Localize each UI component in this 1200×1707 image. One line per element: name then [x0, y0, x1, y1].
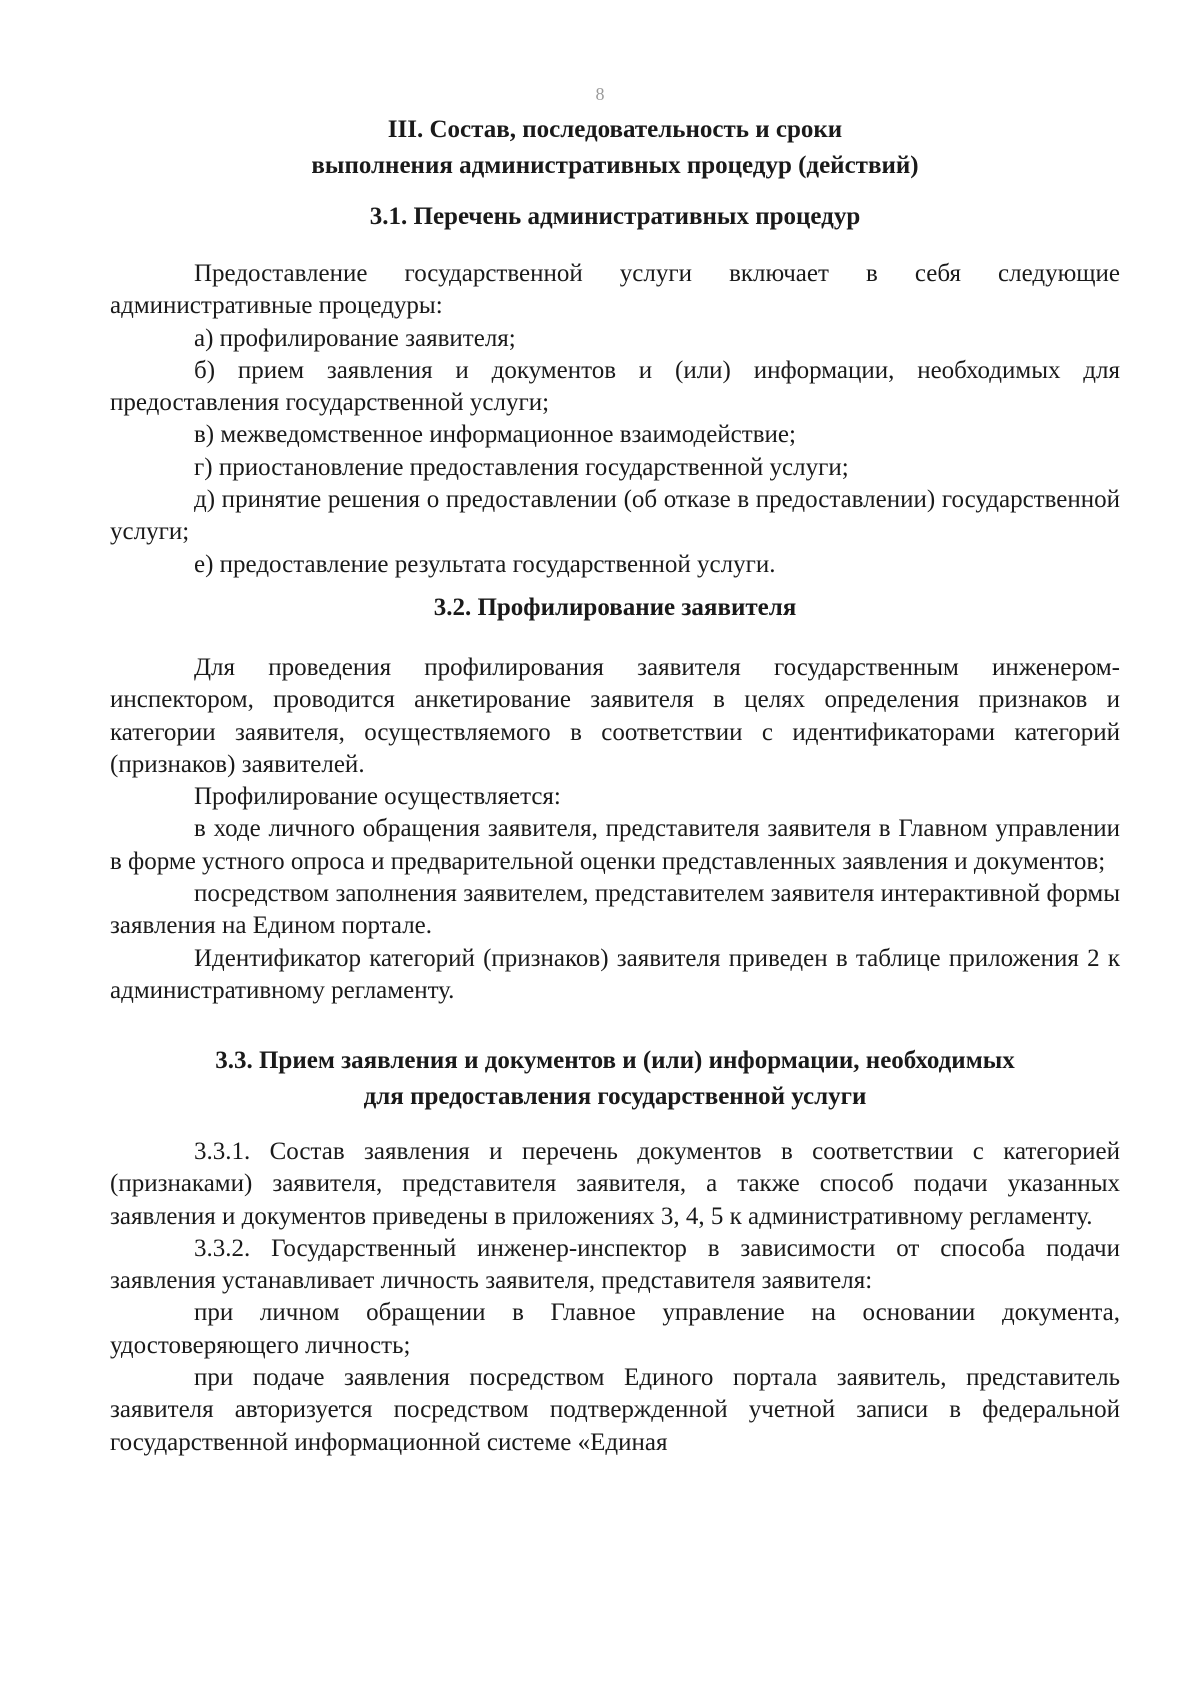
list-item-v: в) межведомственное информационное взаимодействие; [194, 421, 796, 449]
chapter-heading-line-2: выполнения административных процедур (действий) [311, 152, 919, 179]
list-item-d: д) принятие решения о предоставлении (об отказе в предоставлении) государственной услуги; [110, 486, 1120, 546]
section-3-2-paragraph: в ходе личного обращения заявителя, представителя заявителя в Главном управлении в форме устного опроса и предварительной оценки представленных заявления и документов; [110, 815, 1120, 875]
section-3-1-paragraph: Предоставление государственной услуги включает в себя следующие административные процедуры: [110, 260, 1120, 320]
chapter-heading [110, 112, 1120, 184]
list-item-b: б) прием заявления и документов и (или) информации, необходимых для предоставления государственной услуги; [110, 356, 1120, 417]
section-3-1-heading: 3.1. Перечень административных процедур [369, 203, 861, 230]
list-item-g: г) приостановление предоставления государственной услуги; [194, 453, 849, 481]
section-3-2-paragraph: Для проведения профилирования заявителя государственным инженером-инспектором, проводится анкетирование заявителя в целях определения признаков и категории заявителя, осуществляемого в соответствии с идентификаторами категорий (признаков) заявителей. [110, 654, 1120, 778]
section-3-3-paragraph: при подаче заявления посредством Единого портала заявитель, представитель заявителя авторизуется посредством подтвержденной учетной записи в федеральной государственной информационной системе «Единая [110, 1364, 1120, 1456]
section-3-3-heading-line-2: для предоставления государственной услуги [363, 1083, 867, 1110]
section-3-2-paragraph: Идентификатор категорий (признаков) заявителя приведен в таблице приложения 2 к административному регламенту. [110, 944, 1120, 1004]
section-3-1-body [110, 258, 1120, 581]
section-3-3-paragraph: при личном обращении в Главное управление на основании документа, удостоверяющего личность; [110, 1299, 1120, 1359]
list-item-a: а) профилирование заявителя; [194, 324, 516, 352]
section-3-3-heading [110, 1043, 1120, 1115]
chapter-heading-line-1: III. Состав, последовательность и сроки [387, 116, 843, 143]
section-3-2-heading: 3.2. Профилирование заявителя [433, 594, 797, 621]
section-3-3-paragraph: 3.3.1. Состав заявления и перечень документов в соответствии с категорией (признаками) заявителя, представителя заявителя, а также способ подачи указанных заявления и документов приведены в приложениях 3, 4, 5 к административному регламенту. [110, 1138, 1120, 1230]
page-number: 8 [595, 84, 605, 104]
list-item-e: е) предоставление результата государственной услуги. [194, 550, 776, 578]
section-3-2-paragraph: посредством заполнения заявителем, представителем заявителя интерактивной формы заявления на Едином портале. [110, 880, 1120, 940]
section-3-3-body [110, 1136, 1120, 1459]
section-3-2-body [110, 652, 1120, 1007]
section-3-2-paragraph: Профилирование осуществляется: [194, 783, 561, 811]
section-3-3-paragraph: 3.3.2. Государственный инженер-инспектор в зависимости от способа подачи заявления устанавливает личность заявителя, представителя заявителя: [110, 1234, 1120, 1295]
section-3-3-heading-line-1: 3.3. Прием заявления и документов и (или) информации, необходимых [215, 1047, 1015, 1074]
